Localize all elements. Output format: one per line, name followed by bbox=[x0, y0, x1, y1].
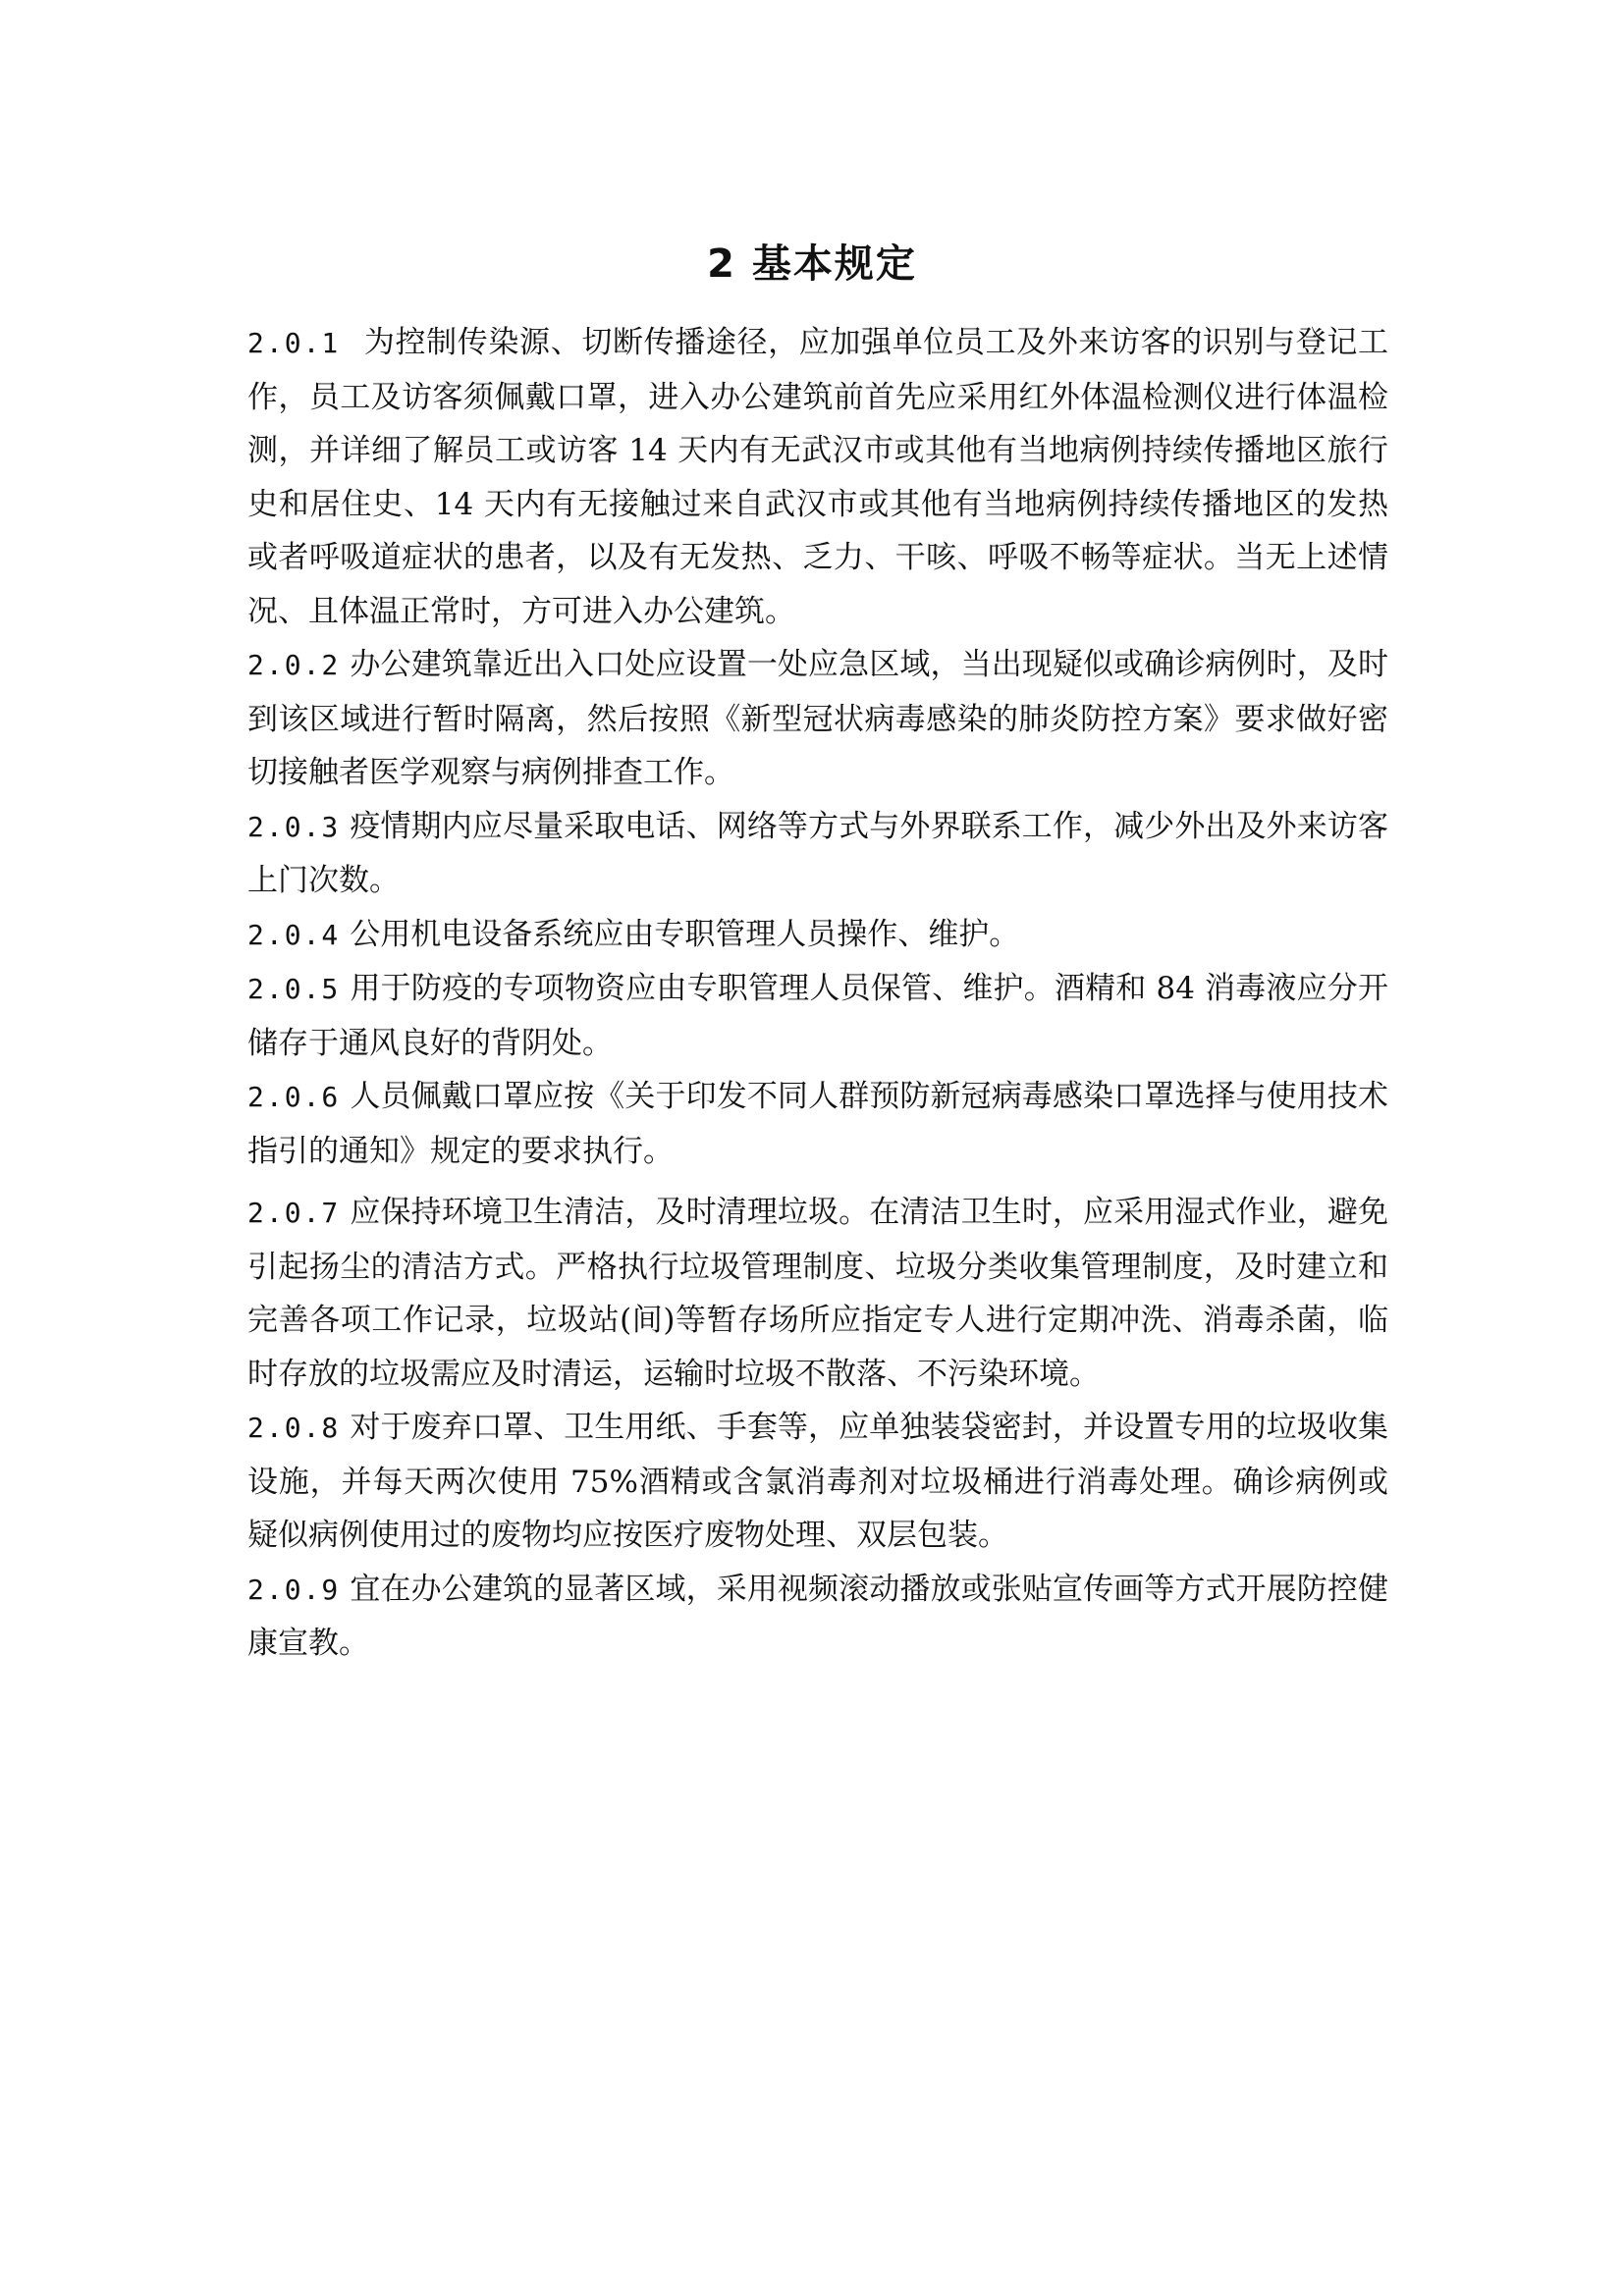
clause-text: 公用机电设备系统应由专职管理人员操作、维护。 bbox=[350, 916, 1020, 952]
clause-2-0-6 bbox=[247, 1070, 1388, 1178]
clause-text: 为控制传染源、切断传播途径，应加强单位员工及外来访客的识别与登记工作，员工及访客须佩戴口罩，进入办公建筑前首先应采用红外体温检测仪进行体温检测，并详细了解员工或访客 14 天内有无武汉市或其他有当地病例持续传播地区旅行史和居住史、14 天内有无接触过来自武汉市或其他有当地病例持续传播地区的发热或者呼吸道症状的患者，以及有无发热、乏力、干咳、呼吸不畅等症状。当无上述情况、且体温正常时，方可进入办公建筑。 bbox=[247, 325, 1388, 629]
clause-text: 宜在办公建筑的显著区域，采用视频滚动播放或张贴宣传画等方式开展防控健康宣教。 bbox=[247, 1571, 1388, 1661]
clause-number: 2.0.9 bbox=[247, 1573, 341, 1606]
clause-text: 对于废弃口罩、卫生用纸、手套等，应单独装袋密封，并设置专用的垃圾收集设施，并每天两次使用 75%酒精或含氯消毒剂对垃圾桶进行消毒处理。确诊病例或疑似病例使用过的废物均应按医疗废物处理、双层包装。 bbox=[247, 1410, 1388, 1553]
clause-2-0-3 bbox=[247, 800, 1388, 908]
clause-2-0-2 bbox=[247, 638, 1388, 800]
clause-number: 2.0.2 bbox=[247, 649, 341, 681]
clause-2-0-1 bbox=[247, 316, 1388, 638]
clause-number: 2.0.5 bbox=[247, 973, 341, 1005]
clause-2-0-9 bbox=[247, 1563, 1388, 1671]
clause-2-0-4 bbox=[247, 908, 1388, 963]
clause-text: 应保持环境卫生清洁，及时清理垃圾。在清洁卫生时，应采用湿式作业，避免引起扬尘的清洁方式。严格执行垃圾管理制度、垃圾分类收集管理制度，及时建立和完善各项工作记录，垃圾站(间)等暂存场所应指定专人进行定期冲洗、消毒杀菌，临时存放的垃圾需应及时清运，运输时垃圾不散落、不污染环境。 bbox=[247, 1195, 1388, 1392]
clause-text: 用于防疫的专项物资应由专职管理人员保管、维护。酒精和 84 消毒液应分开储存于通风良好的背阴处。 bbox=[247, 971, 1388, 1061]
page-title: 2 基本规定 bbox=[707, 240, 917, 287]
clause-2-0-5 bbox=[247, 962, 1388, 1070]
clause-number: 2.0.6 bbox=[247, 1081, 341, 1113]
clause-number: 2.0.8 bbox=[247, 1412, 341, 1444]
clause-text: 人员佩戴口罩应按《关于印发不同人群预防新冠病毒感染口罩选择与使用技术指引的通知》规定的要求执行。 bbox=[247, 1079, 1388, 1169]
clause-number: 2.0.3 bbox=[247, 810, 341, 843]
clause-2-0-7 bbox=[247, 1186, 1388, 1401]
clause-number: 2.0.4 bbox=[247, 918, 341, 951]
clause-2-0-8 bbox=[247, 1401, 1388, 1563]
clause-list bbox=[247, 316, 1388, 1671]
clause-text: 疫情期内应尽量采取电话、网络等方式与外界联系工作，减少外出及外来访客上门次数。 bbox=[247, 808, 1388, 898]
clause-number: 2.0.1 bbox=[247, 327, 341, 359]
clause-number: 2.0.7 bbox=[247, 1197, 341, 1229]
clause-text: 办公建筑靠近出入口处应设置一处应急区域，当出现疑似或确诊病例时，及时到该区域进行暂时隔离，然后按照《新型冠状病毒感染的肺炎防控方案》要求做好密切接触者医学观察与病例排查工作。 bbox=[247, 647, 1388, 790]
